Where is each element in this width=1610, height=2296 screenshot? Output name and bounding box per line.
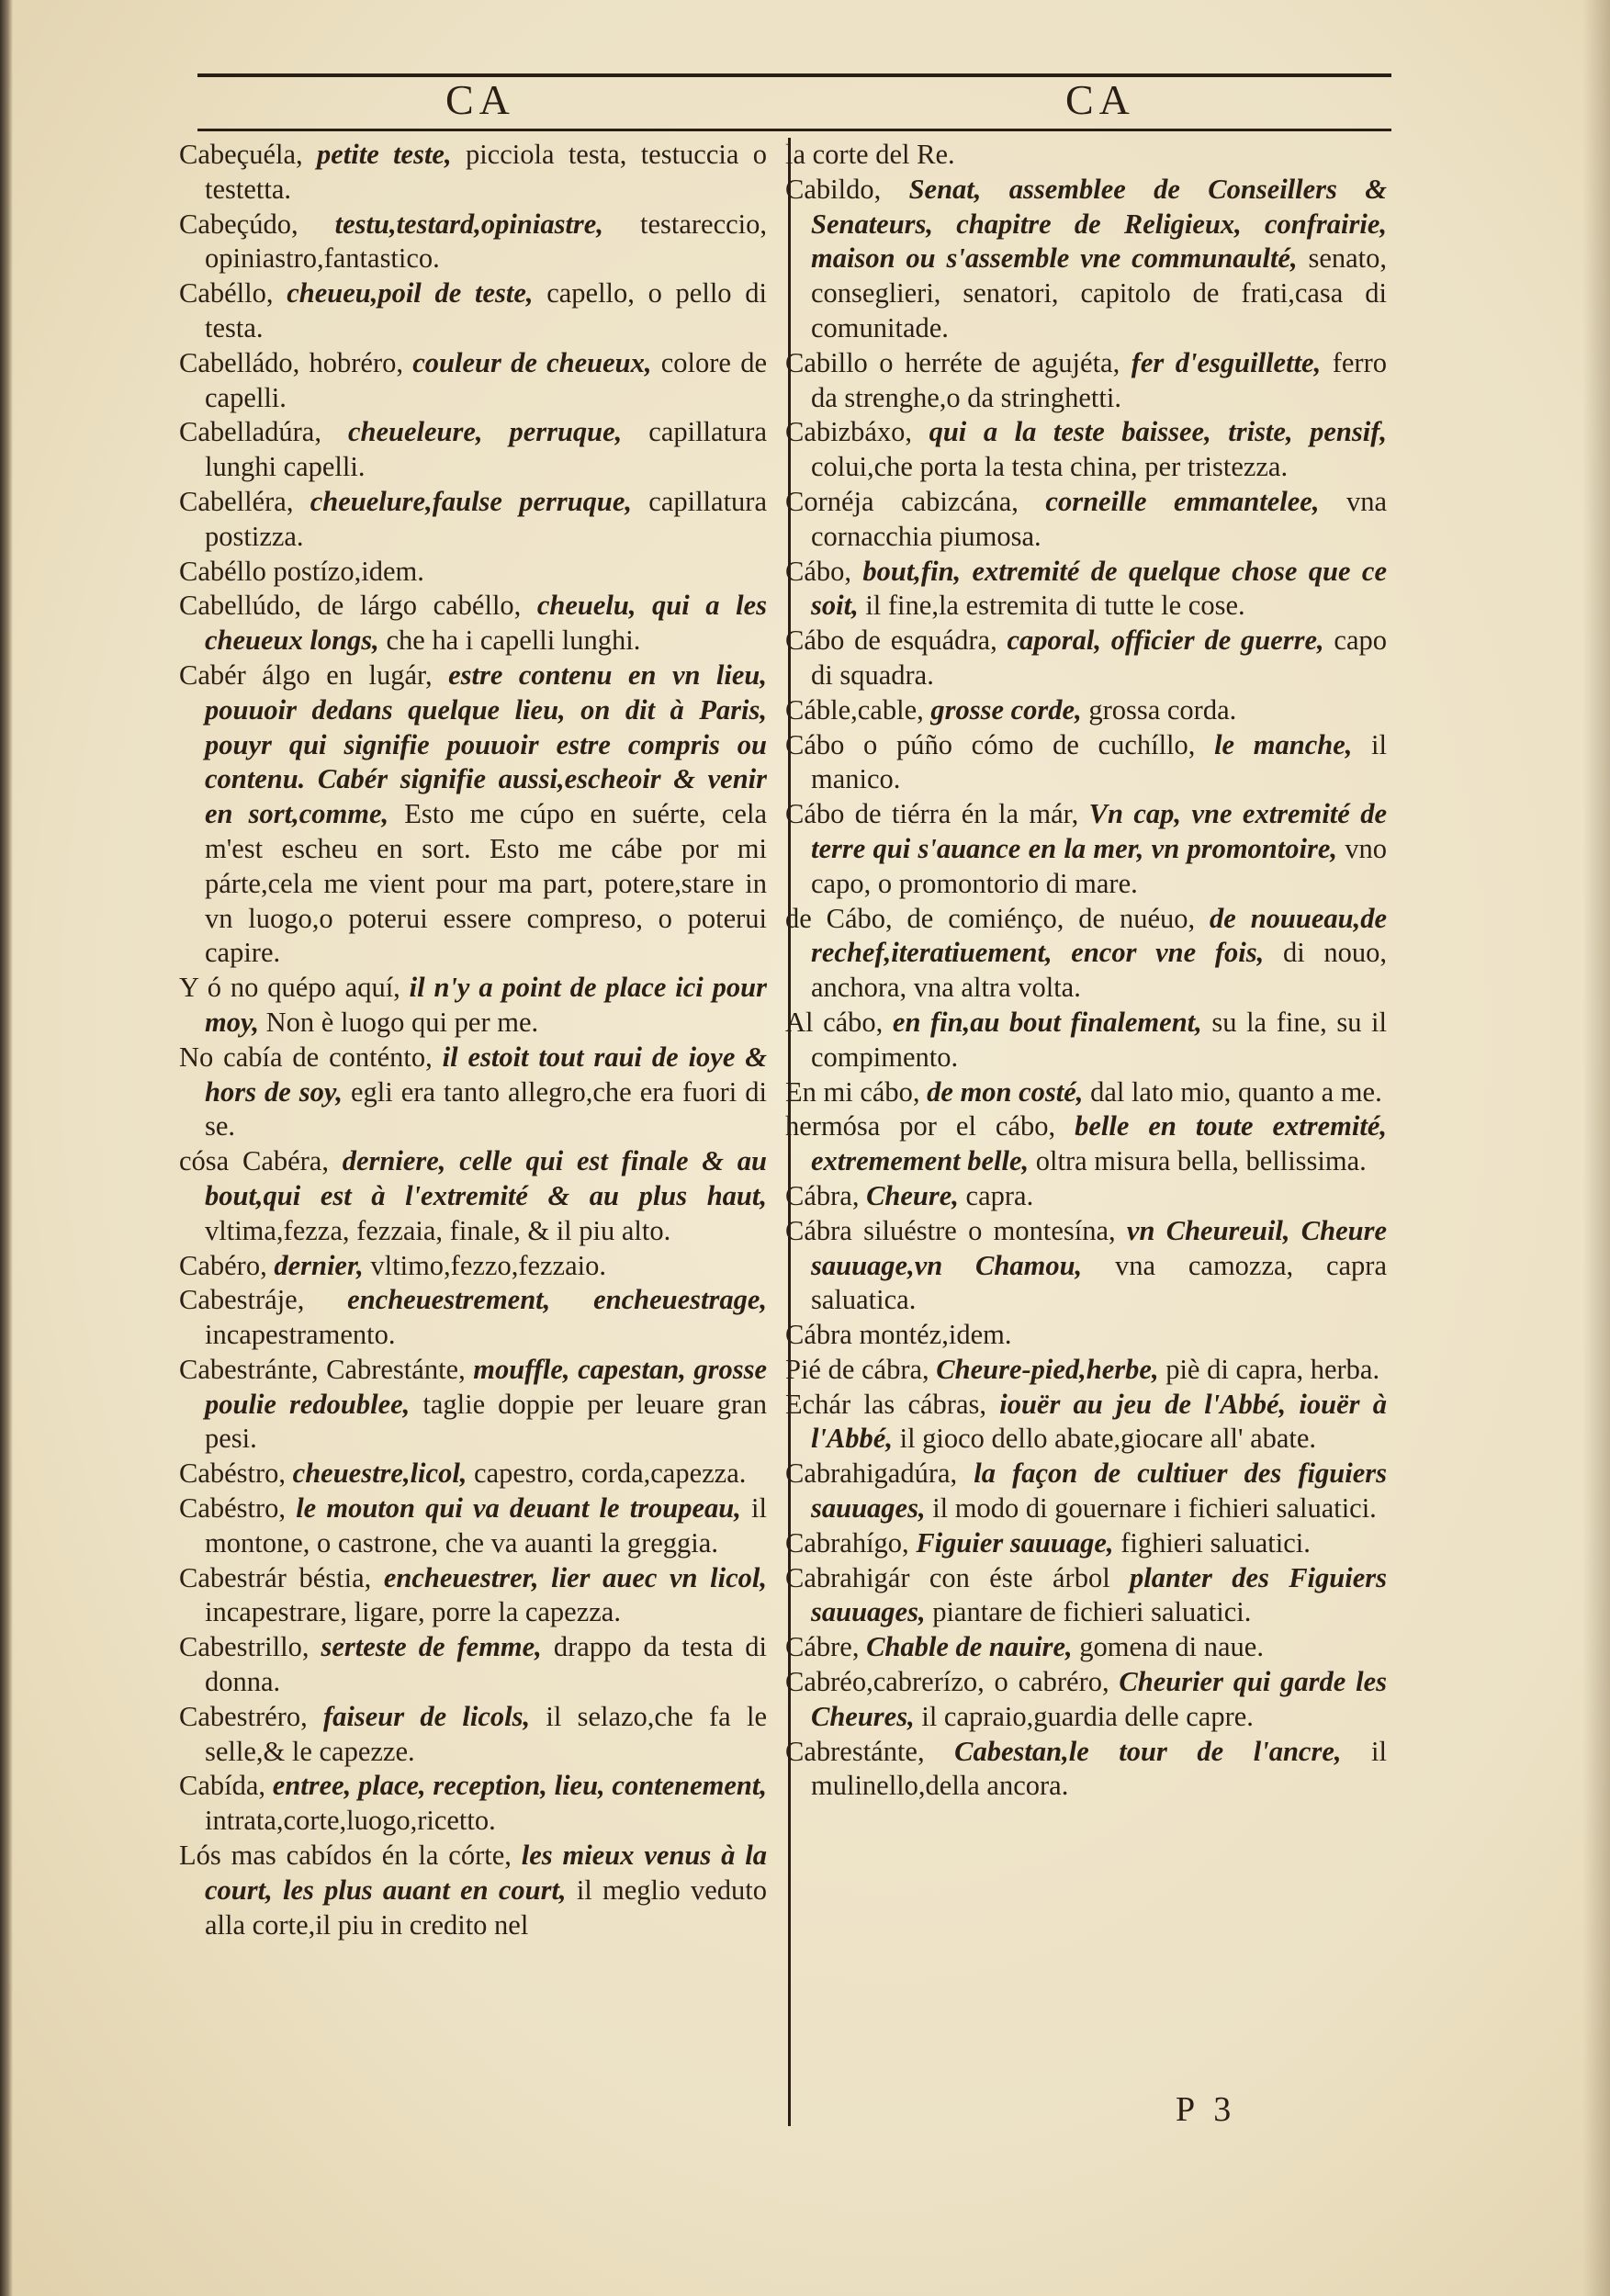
spanish-headword: Cabéro, xyxy=(179,1249,275,1281)
french-gloss: encheuestrement, encheuestrage, xyxy=(347,1284,767,1316)
spanish-headword: Echár las cábras, xyxy=(785,1388,1000,1420)
spanish-headword: Cabestránte, Cabrestánte, xyxy=(179,1353,474,1385)
italian-gloss: il selazo,che fa le selle,& le capezze. xyxy=(205,1700,767,1767)
french-gloss: petite teste, xyxy=(316,139,466,170)
dictionary-entry xyxy=(785,1665,1387,1735)
french-gloss: Figuier sauuage, xyxy=(916,1526,1121,1559)
french-gloss: corneille emmantelee, xyxy=(1045,485,1346,517)
french-gloss: cheuelure,faulse perruque, xyxy=(310,485,649,517)
french-gloss: cheuestre,licol, xyxy=(292,1458,475,1490)
italian-gloss: Esto me cúpo en suérte, cela m'est escheu en sort. Esto me cábe por mi párte,cela me vient pour ma part, potere,stare in vn luogo,o poterui essere compreso, o poterui capire. xyxy=(205,798,767,969)
spanish-headword: Cabelládo, hobréro, xyxy=(179,346,413,378)
french-gloss: iouër au jeu de l'Abbé, iouër à l'Abbé, xyxy=(811,1388,1387,1455)
dictionary-entry xyxy=(179,1457,767,1491)
dictionary-entry xyxy=(179,415,767,485)
french-gloss: encheuestrer, lier auec vn licol, xyxy=(383,1561,767,1593)
italian-gloss: gomena di naue. xyxy=(1079,1631,1264,1663)
spanish-headword: Cabéllo, xyxy=(179,277,287,310)
french-gloss: de mon costé, xyxy=(927,1075,1091,1108)
italian-gloss: il modo di gouernare i fichieri saluatici. xyxy=(932,1492,1377,1525)
french-gloss: la façon de cultiuer des figuiers sauuages, xyxy=(811,1458,1387,1525)
dictionary-entry xyxy=(179,971,767,1041)
dictionary-entry xyxy=(179,1283,767,1353)
french-gloss: Cheure, xyxy=(866,1179,966,1211)
spanish-headword: Cabrahigadúra, xyxy=(785,1458,974,1490)
italian-gloss: capestro, corda,capezza. xyxy=(474,1458,747,1490)
italian-gloss: capillatura lunghi capelli. xyxy=(205,416,767,483)
italian-gloss: intrata,corte,luogo,ricetto. xyxy=(205,1805,496,1837)
dictionary-entry xyxy=(179,208,767,277)
dictionary-entry xyxy=(785,902,1387,1006)
french-gloss: le manche, xyxy=(1214,728,1372,760)
french-gloss: Cheurier qui garde les Cheures, xyxy=(811,1666,1387,1732)
italian-gloss: dal lato mio, quanto a me. xyxy=(1090,1075,1382,1108)
italian-gloss: egli era tanto allegro,che era fuori di se. xyxy=(205,1075,767,1142)
spanish-headword: Cabestrár béstia, xyxy=(179,1561,384,1593)
dictionary-entry xyxy=(785,1526,1387,1561)
spanish-headword: Cabeçúdo, xyxy=(179,208,335,240)
dictionary-entry xyxy=(785,555,1387,625)
spanish-headword: de Cábo, de comiénço, de nuéuo, xyxy=(785,902,1210,934)
dictionary-entry xyxy=(785,1214,1387,1318)
dictionary-entry xyxy=(785,173,1387,346)
spanish-headword: Cabellúdo, de lárgo cabéllo, xyxy=(179,590,537,622)
italian-gloss: capra. xyxy=(965,1179,1034,1211)
italian-gloss: fighieri saluatici. xyxy=(1120,1526,1311,1559)
italian-gloss: il meglio veduto alla corte,il piu in credito nel xyxy=(205,1874,767,1941)
dictionary-entry xyxy=(179,1561,767,1631)
italian-gloss: il gioco dello abate,giocare all' abate. xyxy=(899,1423,1317,1455)
french-gloss: couleur de cheueux, xyxy=(412,346,661,378)
french-gloss: bout,fin, extremité de quelque chose que ce soit, xyxy=(811,555,1387,622)
italian-gloss: piantare de fichieri saluatici. xyxy=(932,1596,1252,1628)
dictionary-entry xyxy=(785,1109,1387,1179)
italian-gloss: colore de capelli. xyxy=(205,346,767,413)
italian-gloss: vna camozza, capra saluatica. xyxy=(811,1249,1387,1316)
spanish-headword: Cabelladúra, xyxy=(179,416,348,448)
french-gloss: testu,testard,opiniastre, xyxy=(334,208,640,240)
french-gloss: il estoit tout raui de ioye & hors de soy, xyxy=(205,1041,767,1108)
dictionary-entry xyxy=(179,346,767,416)
dictionary-entry xyxy=(785,138,1387,173)
french-gloss: planter des Figuiers sauuages, xyxy=(811,1561,1387,1628)
spanish-headword: Cabrahígo, xyxy=(785,1526,917,1559)
top-rule xyxy=(197,73,1391,77)
dictionary-entry xyxy=(179,138,767,208)
dictionary-entry xyxy=(785,1735,1387,1805)
french-gloss: mouffle, capestan, grosse poulie redoublee, xyxy=(205,1353,767,1420)
spanish-headword: Cabelléra, xyxy=(179,485,310,517)
header-rule xyxy=(197,129,1391,131)
spanish-headword: Cabrahigár con éste árbol xyxy=(785,1561,1131,1593)
spanish-headword: Cábo de tiérra én la már, xyxy=(785,798,1089,830)
right-column xyxy=(785,138,1387,2140)
dictionary-entry xyxy=(785,1561,1387,1631)
dictionary-entry xyxy=(179,1769,767,1839)
italian-gloss: incapestrare, ligare, porre la capezza. xyxy=(205,1596,621,1628)
french-gloss: les mieux venus à la court, les plus auant en court, xyxy=(205,1840,767,1906)
spanish-headword: Cáble,cable, xyxy=(785,693,931,726)
left-column xyxy=(179,138,767,2140)
dictionary-entry xyxy=(179,555,767,590)
french-gloss: vn Cheureuil, Cheure sauuage,vn Chamou, xyxy=(811,1214,1387,1281)
french-gloss: le mouton qui va deuant le troupeau, xyxy=(296,1492,752,1525)
italian-gloss: di nouo, anchora, vna altra volta. xyxy=(811,937,1387,1004)
dictionary-entry xyxy=(785,728,1387,798)
spanish-headword: Cabildo, xyxy=(785,173,909,205)
italian-gloss: su la fine, su il compimento. xyxy=(811,1006,1387,1073)
french-gloss: Vn cap, vne extremité de terre qui s'auance en la mer, vn promontoire, xyxy=(811,798,1387,864)
dictionary-entry xyxy=(785,1353,1387,1388)
french-gloss: qui a la teste baissee, triste, pensif, xyxy=(929,416,1387,448)
spanish-headword: Cabestráje, xyxy=(179,1284,348,1316)
dictionary-entry xyxy=(179,276,767,346)
french-gloss: derniere, celle qui est finale & au bout,qui est à l'extremité & au plus haut, xyxy=(205,1145,767,1211)
dictionary-entry xyxy=(785,1006,1387,1075)
french-gloss: estre contenu en vn lieu, pouuoir dedans quelque lieu, on dit à Paris, pouyr qui signifie pouuoir estre compris ou contenu. Cabér signifie aussi,escheoir & venir en sort,comme, xyxy=(205,658,767,830)
italian-gloss: il montone, o castrone, che va auanti la greggia. xyxy=(205,1492,767,1559)
dictionary-entry xyxy=(785,415,1387,485)
page-shadow xyxy=(1582,0,1610,2296)
spanish-headword: Cabéstro, xyxy=(179,1458,293,1490)
spanish-headword: Y ó no quépo aquí, xyxy=(179,972,410,1004)
spanish-headword: No cabía de conténto, xyxy=(179,1041,443,1073)
french-gloss: cheueu,poil de teste, xyxy=(287,277,547,310)
spanish-headword: Cábo de esquádra, xyxy=(785,625,1008,657)
italian-gloss: testareccio, opiniastro,fantastico. xyxy=(205,208,767,275)
signature-mark: P 3 xyxy=(1176,2090,1237,2129)
french-gloss: faiseur de licols, xyxy=(323,1700,546,1732)
spanish-headword: Cabrestánte, xyxy=(785,1735,955,1767)
french-gloss: grosse corde, xyxy=(930,693,1089,726)
spanish-headword: Cornéja cabizcána, xyxy=(785,485,1046,517)
dictionary-entry xyxy=(785,1075,1387,1110)
dictionary-entry xyxy=(179,1249,767,1284)
italian-gloss: incapestramento. xyxy=(205,1319,396,1351)
dictionary-entry xyxy=(785,346,1387,416)
italian-gloss: il mulinello,della ancora. xyxy=(811,1735,1387,1802)
spanish-headword: Cabída, xyxy=(179,1770,273,1802)
dictionary-entry xyxy=(179,1700,767,1770)
spanish-headword: Al cábo, xyxy=(785,1006,893,1038)
italian-gloss: piè di capra, herba. xyxy=(1165,1353,1380,1385)
dictionary-entry xyxy=(179,1144,767,1248)
italian-gloss: vltima,fezza, fezzaia, finale, & il piu alto. xyxy=(205,1214,671,1246)
spanish-headword: Cabér álgo en lugár, xyxy=(179,658,449,691)
spanish-headword: Cabéllo postízo,idem. xyxy=(179,555,424,587)
italian-gloss: capillatura postizza. xyxy=(205,485,767,552)
spanish-headword: Cabestréro, xyxy=(179,1700,323,1732)
italian-gloss: picciola testa, testuccia o testetta. xyxy=(205,139,767,205)
italian-gloss: oltra misura bella, bellissima. xyxy=(1035,1145,1367,1177)
spanish-headword: Cabeçuéla, xyxy=(179,139,317,170)
spanish-headword: Pié de cábra, xyxy=(785,1353,937,1385)
spanish-headword: Cabréo,cabrerízo, o cabréro, xyxy=(785,1666,1120,1698)
dictionary-entry xyxy=(785,1318,1387,1353)
dictionary-entry xyxy=(785,624,1387,693)
dictionary-entry xyxy=(785,693,1387,728)
dictionary-entry xyxy=(179,1839,767,1942)
french-gloss: entree, place, reception, lieu, contenement, xyxy=(272,1770,767,1802)
french-gloss: caporal, officier de guerre, xyxy=(1007,625,1334,657)
italian-gloss: il fine,la estremita di tutte le cose. xyxy=(865,590,1245,622)
french-gloss: de nouueau,de rechef,iteratiuement, encor vne fois, xyxy=(811,902,1387,969)
dictionary-entry xyxy=(785,1179,1387,1214)
italian-gloss: il capraio,guardia delle capre. xyxy=(921,1700,1254,1732)
dictionary-entry xyxy=(179,658,767,971)
dictionary-entry xyxy=(785,797,1387,901)
italian-gloss: capello, o pello di testa. xyxy=(205,277,767,343)
french-gloss: Senat, assemblee de Conseillers & Senateurs, chapitre de Religieux, confrairie, maison ou s'assemble vne communaulté, xyxy=(811,173,1387,275)
italian-gloss: senato, conseglieri, senatori, capitolo de frati,casa di comunitade. xyxy=(811,242,1387,343)
italian-gloss: vna cornacchia piumosa. xyxy=(811,485,1387,552)
italian-gloss: taglie doppie per leuare gran pesi. xyxy=(205,1388,767,1455)
spanish-headword: Cábra montéz,idem. xyxy=(785,1319,1012,1351)
spanish-headword: Cabestrillo, xyxy=(179,1631,321,1663)
spanish-headword: En mi cábo, xyxy=(785,1075,928,1108)
dictionary-entry xyxy=(179,485,767,555)
dictionary-entry xyxy=(785,485,1387,555)
french-gloss: Cabestan,le tour de l'ancre, xyxy=(954,1735,1372,1767)
spanish-headword: Cabillo o herréte de agujéta, xyxy=(785,346,1132,378)
spanish-headword: cósa Cabéra, xyxy=(179,1145,343,1177)
spanish-headword: Cábra siluéstre o montesína, xyxy=(785,1214,1127,1246)
spanish-headword: Cábre, xyxy=(785,1631,867,1663)
french-gloss: cheuelu, qui a les cheueux longs, xyxy=(205,590,767,657)
spanish-headword: Cábra, xyxy=(785,1179,867,1211)
dictionary-entry xyxy=(785,1457,1387,1526)
italian-gloss: drappo da testa di donna. xyxy=(205,1631,767,1698)
dictionary-entry xyxy=(179,1630,767,1700)
italian-gloss: grossa corda. xyxy=(1088,693,1237,726)
binding-edge xyxy=(0,0,13,2296)
italian-gloss: capo di squadra. xyxy=(811,625,1387,691)
italian-gloss: che ha i capelli lunghi. xyxy=(386,625,641,657)
italian-gloss: la corte del Re. xyxy=(785,139,955,170)
running-head-right: CA xyxy=(1065,76,1135,123)
dictionary-entry xyxy=(785,1630,1387,1665)
spanish-headword: Cábo, xyxy=(785,555,863,587)
dictionary-entry xyxy=(179,1353,767,1457)
french-gloss: Cheure-pied,herbe, xyxy=(936,1353,1166,1385)
italian-gloss: vltimo,fezzo,fezzaio. xyxy=(370,1249,606,1281)
italian-gloss: vno capo, o promontorio di mare. xyxy=(811,832,1387,899)
dictionary-entry xyxy=(179,589,767,658)
spanish-headword: Cábo o púño cómo de cuchíllo, xyxy=(785,728,1215,760)
french-gloss: cheueleure, perruque, xyxy=(347,416,649,448)
spanish-headword: hermósa por el cábo, xyxy=(785,1110,1075,1142)
dictionary-entry xyxy=(179,1041,767,1144)
italian-gloss: ferro da strenghe,o da stringhetti. xyxy=(811,346,1387,413)
running-head-left: CA xyxy=(445,76,515,123)
spanish-headword: Cabéstro, xyxy=(179,1492,297,1525)
french-gloss: en fin,au bout finalement, xyxy=(892,1006,1212,1038)
french-gloss: belle en toute extremité, extremement belle, xyxy=(811,1110,1387,1177)
spanish-headword: Cabizbáxo, xyxy=(785,416,929,448)
french-gloss: il n'y a point de place ici pour moy, xyxy=(205,972,767,1038)
italian-gloss: colui,che porta la testa china, per tristezza. xyxy=(811,451,1289,483)
french-gloss: serteste de femme, xyxy=(321,1631,554,1663)
italian-gloss: Non è luogo qui per me. xyxy=(265,1006,539,1038)
french-gloss: Chable de nauire, xyxy=(866,1631,1080,1663)
italian-gloss: il manico. xyxy=(811,728,1387,795)
dictionary-entry xyxy=(785,1388,1387,1458)
dictionary-entry xyxy=(179,1491,767,1561)
french-gloss: fer d'esguillette, xyxy=(1131,346,1333,378)
spanish-headword: Lós mas cabídos én la córte, xyxy=(179,1840,522,1872)
french-gloss: dernier, xyxy=(274,1249,371,1281)
